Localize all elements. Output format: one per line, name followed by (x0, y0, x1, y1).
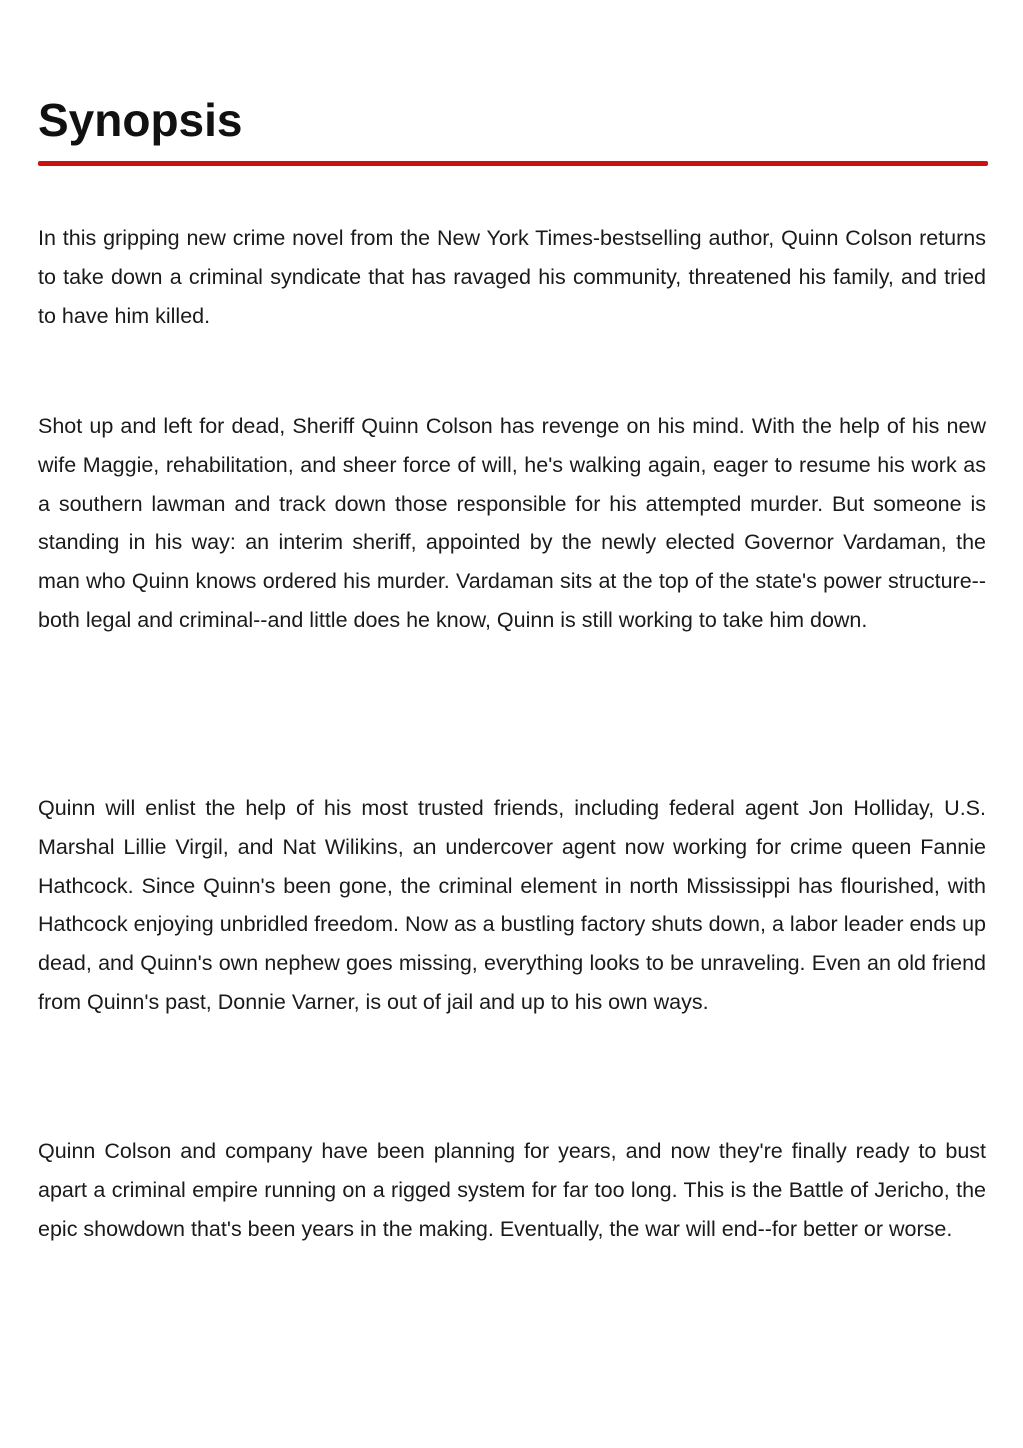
synopsis-paragraph-2: Shot up and left for dead, Sheriff Quinn Colson has revenge on his mind. With the help of his new wife Maggie, rehabilitation, and sheer force of will, he's walking again, eager to resume his work as a southern lawman and track down those responsible for his attempted murder. But someone is standing in his way: an interim sheriff, appointed by the newly elected Governor Vardaman, the man who Quinn knows ordered his murder. Vardaman sits at the top of the state's power structure--both legal and criminal--and little does he know, Quinn is still working to take him down. (38, 414, 986, 632)
page-title: Synopsis (38, 94, 243, 146)
synopsis-paragraph-1: In this gripping new crime novel from the New York Times-bestselling author, Quinn Colson returns to take down a criminal syndicate that has ravaged his community, threatened his family, and tried to have him killed. (38, 226, 986, 328)
title-divider (38, 161, 988, 166)
synopsis-paragraph-3: Quinn will enlist the help of his most trusted friends, including federal agent Jon Holliday, U.S. Marshal Lillie Virgil, and Nat Wilikins, an undercover agent now working for crime queen Fannie Hathcock. Since Quinn's been gone, the criminal element in north Mississippi has flourished, with Hathcock enjoying unbridled freedom. Now as a bustling factory shuts down, a labor leader ends up dead, and Quinn's own nephew goes missing, everything looks to be unraveling. Even an old friend from Quinn's past, Donnie Varner, is out of jail and up to his own ways. (38, 796, 986, 1014)
synopsis-paragraph-4: Quinn Colson and company have been planning for years, and now they're finally ready to bust apart a criminal empire running on a rigged system for far too long. This is the Battle of Jericho, the epic showdown that's been years in the making. Eventually, the war will end--for better or worse. (38, 1139, 986, 1241)
